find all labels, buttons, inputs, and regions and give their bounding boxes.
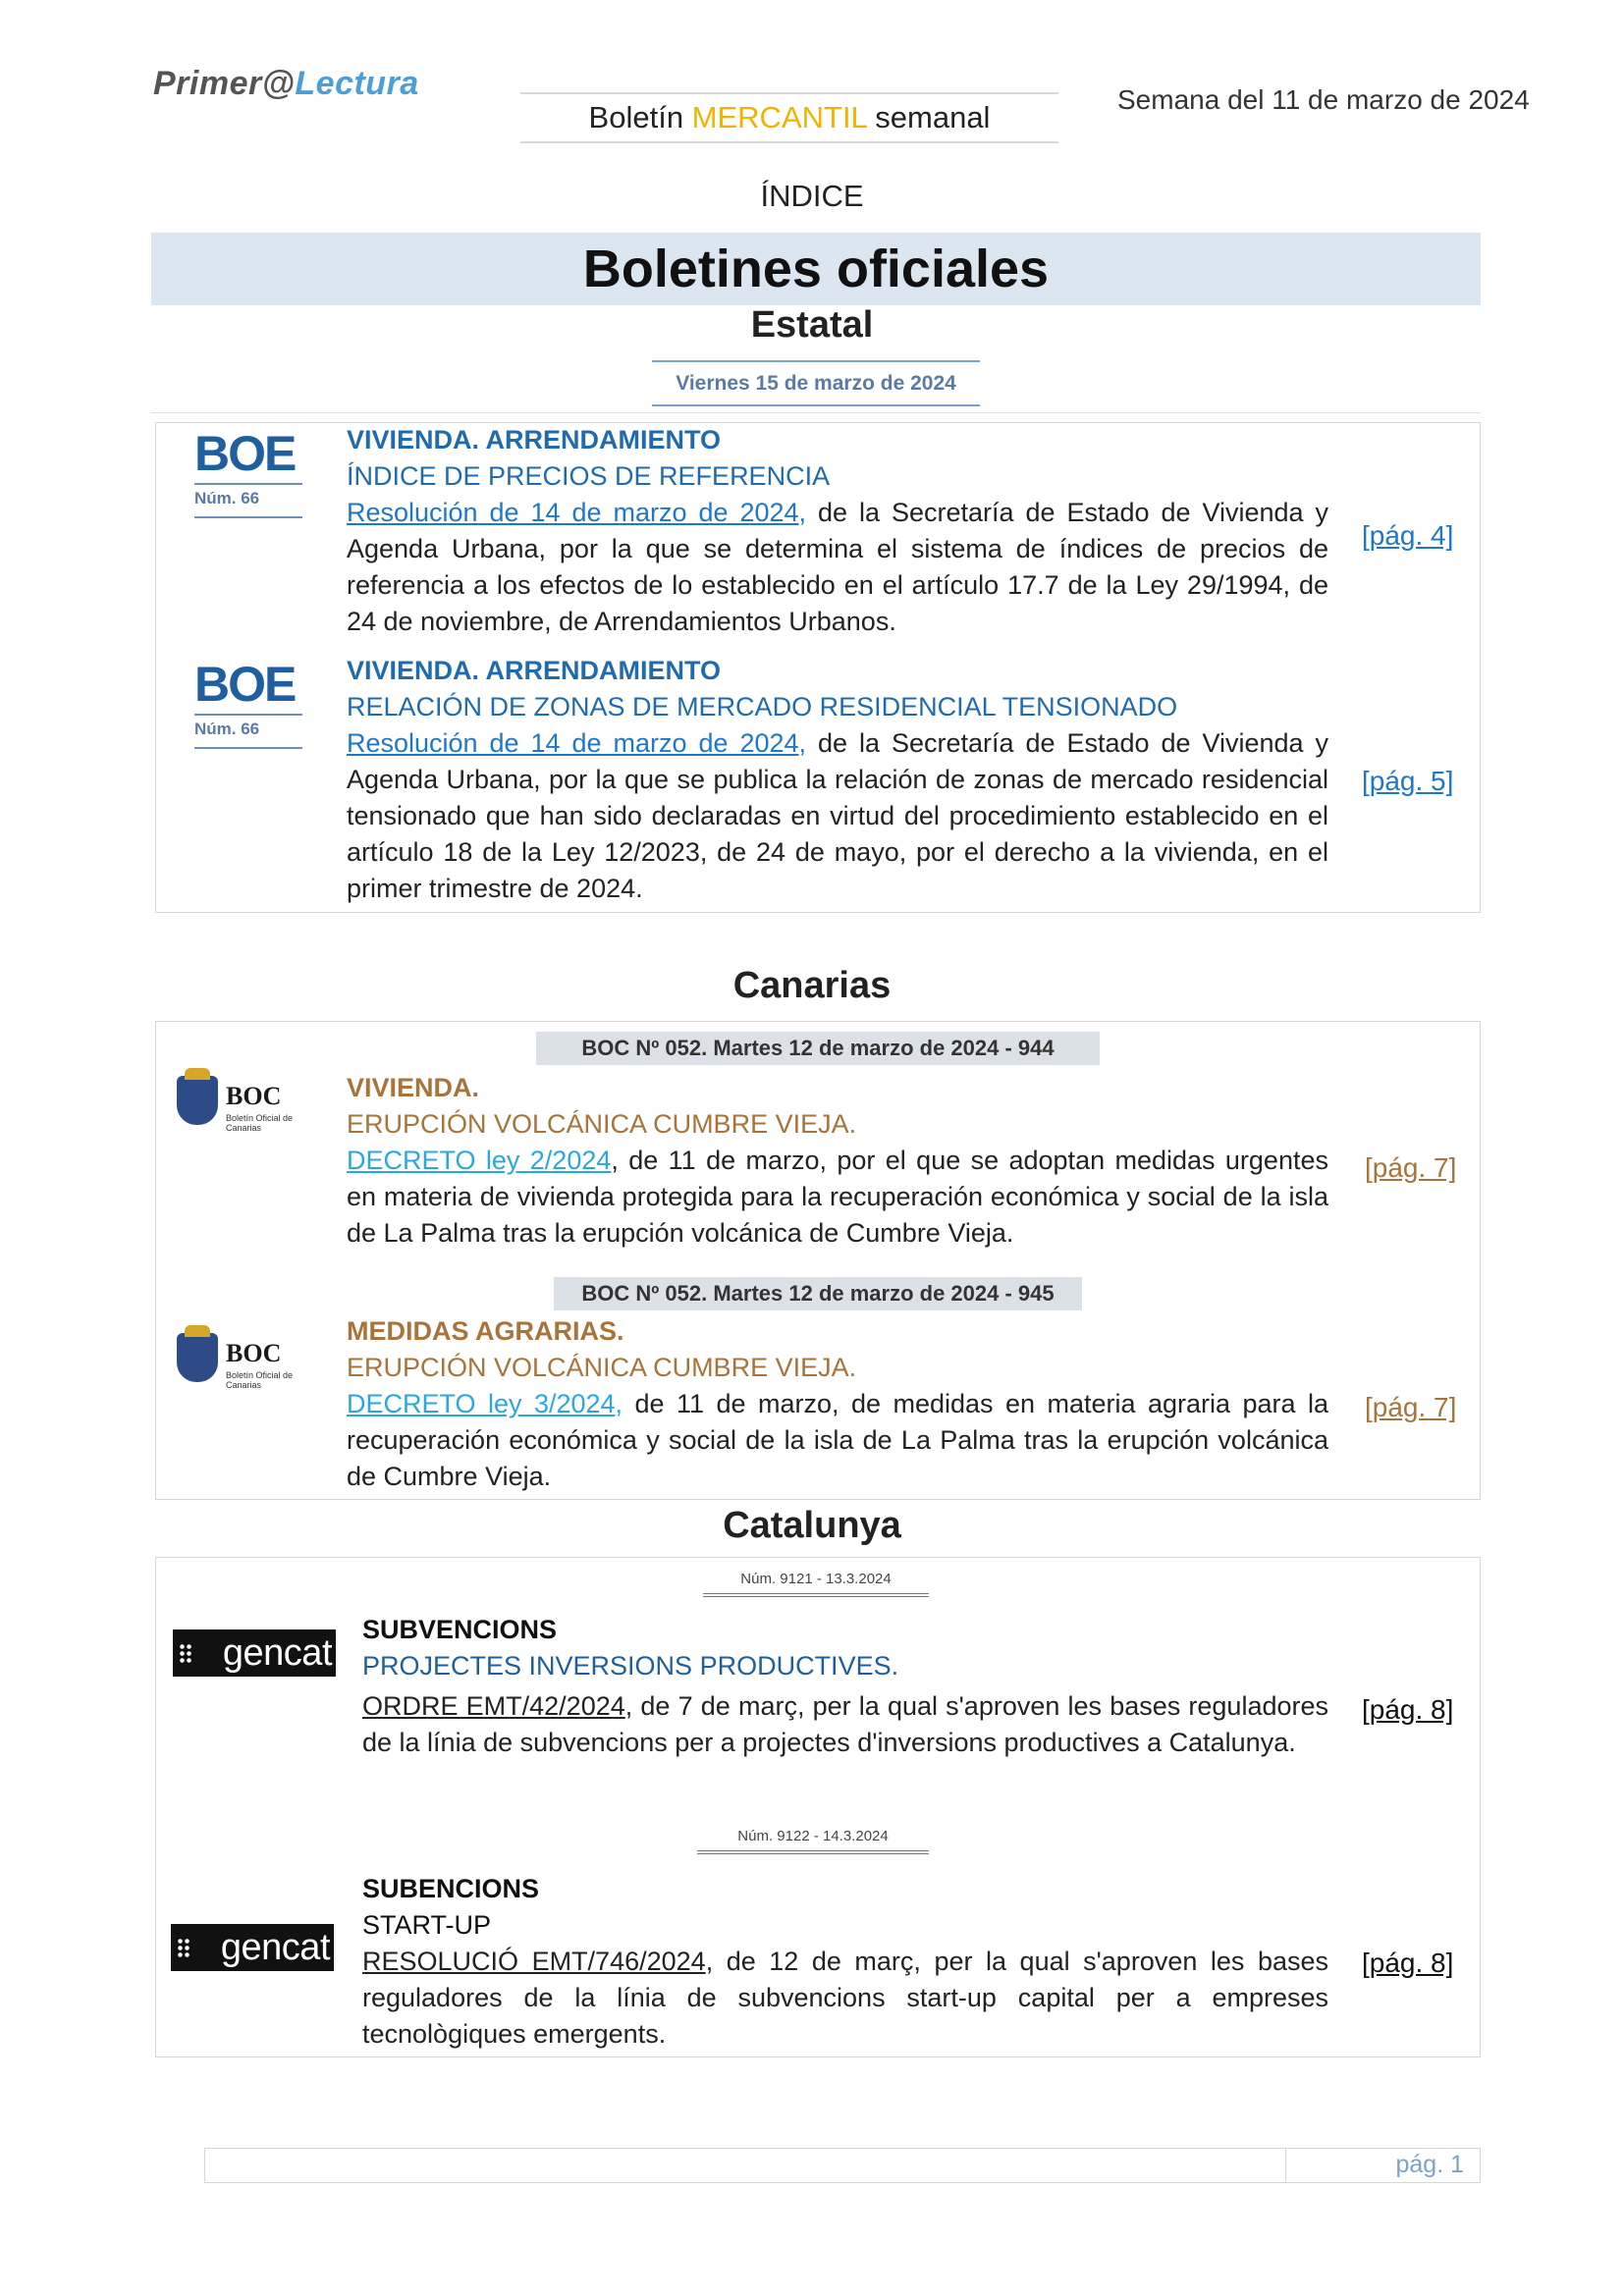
dogc-bar: Núm. 9122 - 14.3.2024 (697, 1828, 929, 1854)
entry-body (347, 1386, 1328, 1495)
list-item (362, 1871, 1328, 2053)
entry-category: SUBENCIONS (362, 1874, 540, 1903)
boc-subtitle: Boletín Oficial de Canarias (226, 1370, 294, 1390)
entry-subcategory: RELACIÓN DE ZONAS DE MERCADO RESIDENCIAL TENSIONADO (347, 692, 1178, 721)
boe-logo (194, 659, 302, 749)
entry-body (347, 495, 1328, 640)
boe-mark: BOE (194, 426, 296, 481)
entry-subcategory: ERUPCIÓN VOLCÁNICA CUMBRE VIEJA. (347, 1353, 857, 1382)
boc-bar: BOC Nº 052. Martes 12 de marzo de 2024 - 945 (554, 1277, 1082, 1310)
boc-shield-icon (177, 1333, 218, 1382)
entry-link[interactable]: Resolución de 14 de marzo de 2024, (347, 498, 807, 527)
entry-text: , de 7 de març, per la qual s'aproven les bases reguladores de la línia de subvencions per a projectes d'inversions productives a Catalunya. (362, 1691, 1328, 1757)
boc-bar: BOC Nº 052. Martes 12 de marzo de 2024 - 944 (536, 1032, 1100, 1065)
entry-category: VIVIENDA. ARRENDAMIENTO (347, 656, 722, 685)
entry-link[interactable]: ORDRE EMT/42/2024 (362, 1691, 625, 1721)
list-item (347, 1313, 1328, 1495)
week-label: Semana del 11 de marzo de 2024 (1117, 84, 1530, 115)
footer-divider (1285, 2149, 1286, 2182)
bulletin-title (520, 92, 1058, 143)
entry-subcategory: ERUPCIÓN VOLCÁNICA CUMBRE VIEJA. (347, 1109, 857, 1139)
entry-body (347, 725, 1328, 907)
entry-text: de la Secretaría de Estado de Vivienda y Agenda Urbana, por la que se determina el sistema de índices de precios de referencia a los efectos de lo establecido en el artículo 17.7 de la Ley 29/1994, de 24 de noviembre, de Arrendamientos Urbanos. (347, 498, 1328, 636)
entry-text: , de 11 de marzo, por el que se adoptan medidas urgentes en materia de vivienda protegida para la recuperación económica y social de la isla de La Palma tras la erupción volcánica de Cumbre Vieja. (347, 1146, 1328, 1248)
boc-mark: BOC (226, 1082, 282, 1110)
estatal-date: Viernes 15 de marzo de 2024 (652, 360, 980, 406)
page-number: pág. 1 (1395, 2151, 1464, 2178)
list-item (362, 1612, 1328, 1761)
entry-link[interactable]: DECRETO ley 2/2024 (347, 1146, 612, 1175)
bulletin-suffix: semanal (866, 100, 991, 134)
entry-subcategory: PROJECTES INVERSIONS PRODUCTIVES. (362, 1651, 899, 1681)
gencat-mark: gencat (222, 1632, 332, 1674)
list-item (347, 653, 1328, 907)
section-title-canarias: Canarias (732, 965, 892, 1006)
logo-part1: Primer@ (153, 65, 296, 102)
boc-subtitle: Boletín Oficial de Canarias (226, 1113, 294, 1133)
entry-text: de 11 de marzo, de medidas en materia agraria para la recuperación económica y social de la isla de La Palma tras la erupción volcánica de Cumbre Vieja. (347, 1389, 1328, 1491)
boe-mark: BOE (194, 657, 296, 712)
entry-subcategory: START-UP (362, 1910, 492, 1940)
page-ref-link[interactable]: [pág. 4] (1362, 520, 1454, 551)
list-item (347, 422, 1328, 640)
page-footer (204, 2148, 1481, 2183)
entry-link[interactable]: Resolución de 14 de marzo de 2024, (347, 728, 807, 758)
page-ref-link[interactable]: [pág. 8] (1362, 1694, 1454, 1725)
section-title-estatal: Estatal (750, 304, 874, 346)
page-ref-link[interactable]: [pág. 7] (1365, 1152, 1457, 1183)
entry-category: SUBVENCIONS (362, 1615, 558, 1644)
list-item (347, 1070, 1328, 1252)
boe-number: Núm. 66 (194, 714, 302, 749)
entry-category: VIVIENDA. ARRENDAMIENTO (347, 425, 722, 454)
page-ref-link[interactable]: [pág. 7] (1365, 1392, 1457, 1422)
entry-body (362, 1688, 1328, 1761)
gencat-logo (173, 1629, 336, 1677)
entry-text: , de 12 de març, per la qual s'aproven les bases reguladores de la línia de subvencions start-up capital per a empreses tecnològiques emergents. (362, 1947, 1328, 2049)
entry-body (362, 1944, 1328, 2053)
boc-mark: BOC (226, 1339, 282, 1367)
boc-logo (175, 1072, 322, 1131)
section-title-catalunya: Catalunya (723, 1505, 901, 1546)
entry-link[interactable]: RESOLUCIÓ EMT/746/2024 (362, 1947, 706, 1976)
bulletin-prefix: Boletín (588, 100, 692, 134)
boc-shield-icon (177, 1076, 218, 1125)
boe-logo (194, 428, 302, 518)
gencat-mark: gencat (220, 1927, 330, 1968)
entry-body (347, 1143, 1328, 1252)
entry-subcategory: ÍNDICE DE PRECIOS DE REFERENCIA (347, 461, 831, 491)
gencat-dots-icon (177, 1938, 190, 1959)
page-ref-link[interactable]: [pág. 5] (1362, 766, 1454, 796)
primer-lectura-logo (153, 65, 419, 103)
divider (151, 412, 1481, 413)
boc-logo (175, 1329, 322, 1388)
boe-number: Núm. 66 (194, 483, 302, 518)
logo-part2: Lectura (295, 65, 419, 102)
dogc-bar: Núm. 9121 - 13.3.2024 (703, 1571, 929, 1597)
index-label: ÍNDICE (760, 179, 864, 213)
entry-link[interactable]: DECRETO ley 3/2024, (347, 1389, 623, 1418)
gencat-dots-icon (179, 1643, 192, 1665)
entry-category: VIVIENDA. (347, 1073, 480, 1102)
banner-title: Boletines oficiales (151, 233, 1481, 305)
entry-text: de la Secretaría de Estado de Vivienda y Agenda Urbana, por la que se publica la relación de zonas de mercado residencial tensionado que han sido declaradas en virtud del procedimiento establecido en el artículo 18 de la Ley 12/2023, de 24 de mayo, por el derecho a la vivienda, en el primer trimestre de 2024. (347, 728, 1328, 903)
entry-category: MEDIDAS AGRARIAS. (347, 1316, 624, 1346)
page-ref-link[interactable]: [pág. 8] (1362, 1948, 1454, 1978)
gencat-logo (171, 1924, 334, 1971)
bulletin-highlight: MERCANTIL (691, 100, 867, 134)
